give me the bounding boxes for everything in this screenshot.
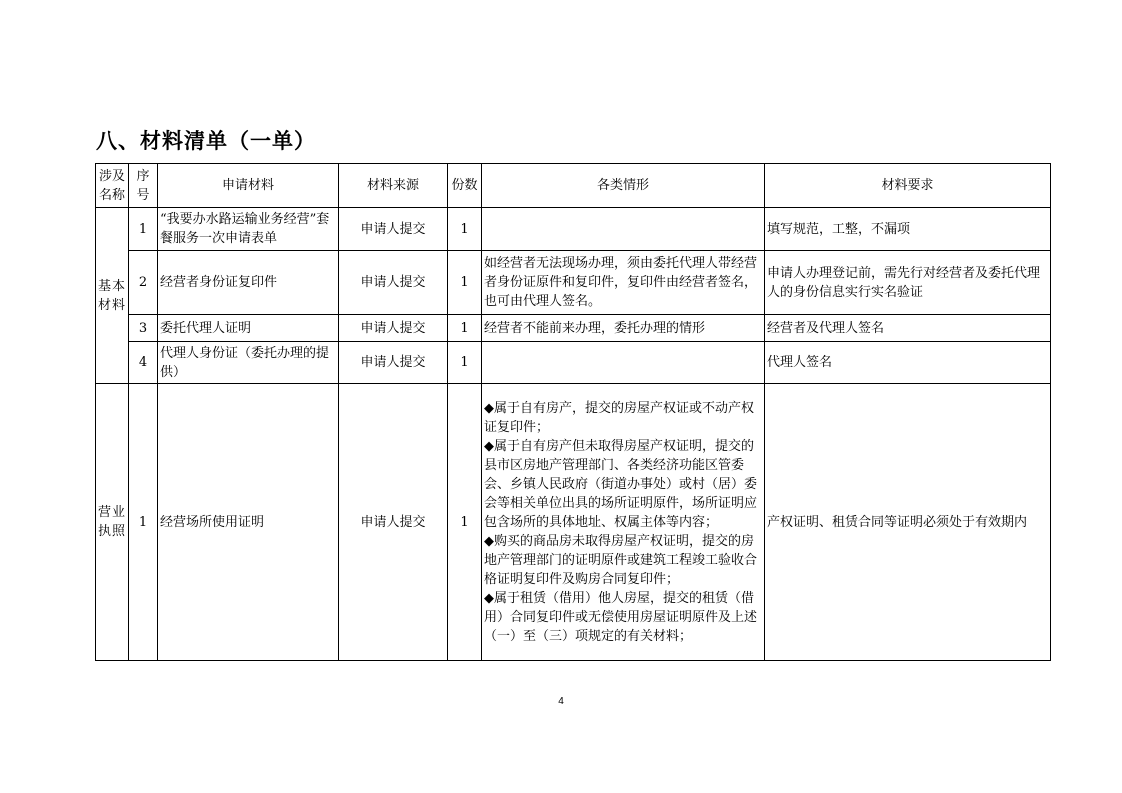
row-material: 委托代理人证明 (158, 315, 339, 342)
category-business-license: 营业执照 (96, 384, 129, 661)
header-material: 申请材料 (158, 164, 339, 208)
row-index: 4 (129, 342, 158, 384)
section-title: 八、材料清单（一单） (96, 129, 316, 153)
row-requirement: 填写规范，工整，不漏项 (765, 208, 1051, 251)
header-copies: 份数 (448, 164, 482, 208)
header-category: 涉及名称 (96, 164, 129, 208)
row-material: 代理人身份证（委托办理的提供） (158, 342, 339, 384)
row-requirement: 申请人办理登记前，需先行对经营者及委托代理人的身份信息实行实名验证 (765, 251, 1051, 315)
header-requirements: 材料要求 (765, 164, 1051, 208)
row-index: 2 (129, 251, 158, 315)
row-index: 3 (129, 315, 158, 342)
row-situation (482, 208, 765, 251)
row-source: 申请人提交 (339, 342, 448, 384)
materials-table (95, 163, 1051, 661)
row-copies: 1 (448, 251, 482, 315)
row-copies: 1 (448, 342, 482, 384)
row-material: 经营场所使用证明 (158, 384, 339, 661)
row-copies: 1 (448, 384, 482, 661)
situation-item: ◆属于自有房产但未取得房屋产权证明，提交的县市区房地产管理部门、各类经济功能区管委会、乡镇人民政府（街道办事处）或村（居）委会等相关单位出具的场所证明原件，场所证明应包含场所的具体地址、权属主体等内容； (484, 438, 758, 530)
row-source: 申请人提交 (339, 208, 448, 251)
row-source: 申请人提交 (339, 384, 448, 661)
situation-item: ◆购买的商品房未取得房屋产权证明，提交的房地产管理部门的证明原件或建筑工程竣工验收合格证明复印件及购房合同复印件； (484, 533, 758, 587)
row-copies: 1 (448, 208, 482, 251)
row-situation: 经营者不能前来办理，委托办理的情形 (482, 315, 765, 342)
row-index: 1 (129, 208, 158, 251)
header-index: 序号 (129, 164, 158, 208)
table-row (96, 315, 1051, 342)
row-source: 申请人提交 (339, 315, 448, 342)
table-row (96, 342, 1051, 384)
category-basic: 基本材料 (96, 208, 129, 384)
header-source: 材料来源 (339, 164, 448, 208)
table-row (96, 208, 1051, 251)
row-source: 申请人提交 (339, 251, 448, 315)
page-number: 4 (558, 696, 564, 707)
row-situation (482, 384, 765, 661)
row-copies: 1 (448, 315, 482, 342)
table-row (96, 384, 1051, 661)
row-requirement: 产权证明、租赁合同等证明必须处于有效期内 (765, 384, 1051, 661)
row-material: “我要办水路运输业务经营”套餐服务一次申请表单 (158, 208, 339, 251)
row-situation: 如经营者无法现场办理，须由委托代理人带经营者身份证原件和复印件，复印件由经营者签名，也可由代理人签名。 (482, 251, 765, 315)
row-requirement: 经营者及代理人签名 (765, 315, 1051, 342)
row-requirement: 代理人签名 (765, 342, 1051, 384)
header-situations: 各类情形 (482, 164, 765, 208)
situation-item: ◆属于租赁（借用）他人房屋，提交的租赁（借用）合同复印件或无偿使用房屋证明原件及上述（一）至（三）项规定的有关材料； (484, 590, 758, 644)
row-material: 经营者身份证复印件 (158, 251, 339, 315)
table-row (96, 251, 1051, 315)
row-index: 1 (129, 384, 158, 661)
situation-item: ◆属于自有房产，提交的房屋产权证或不动产权证复印件； (484, 400, 754, 435)
row-situation (482, 342, 765, 384)
table-header-row (96, 164, 1051, 208)
